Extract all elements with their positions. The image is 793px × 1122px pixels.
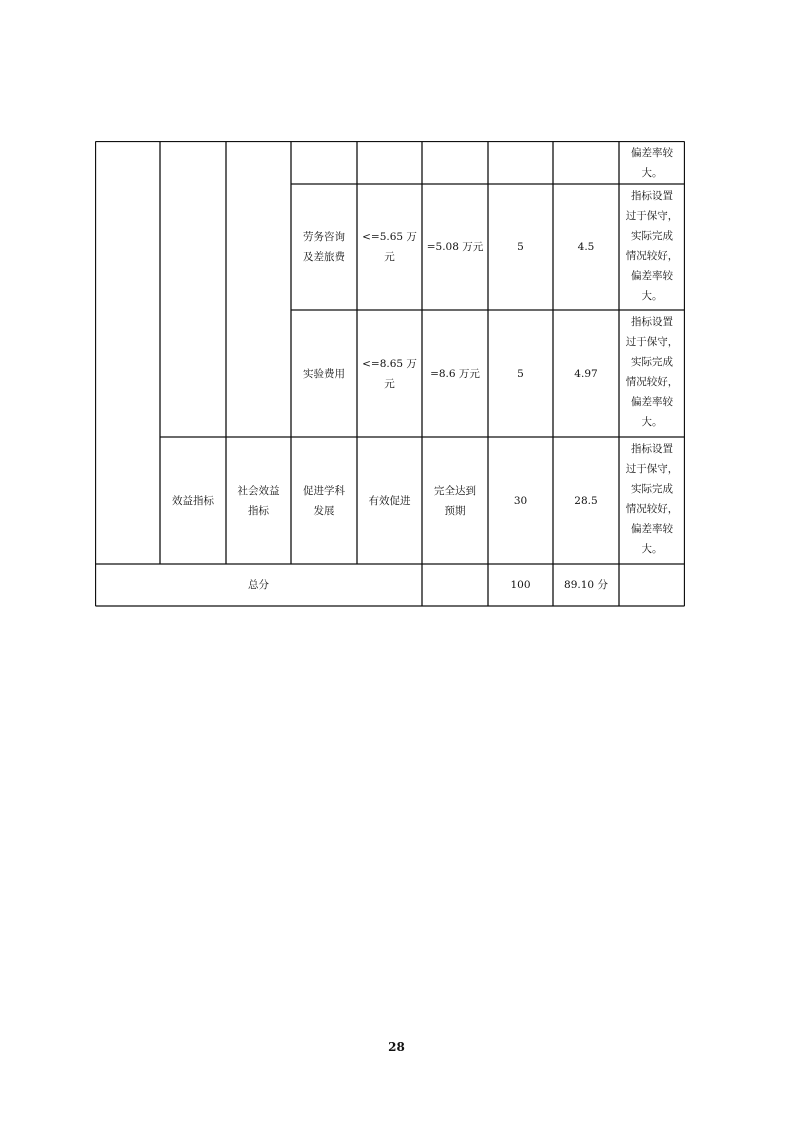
row4-actual-cell: 完全达到 预期 (434, 484, 476, 517)
row4-weight-cell: 30 (513, 494, 528, 507)
row4-item-cell: 促进学科 发展 (303, 484, 345, 517)
row4-level2-cell: 社会效益 指标 (237, 484, 280, 517)
row2-score-cell: 4.5 (577, 241, 595, 253)
row4-score-cell: 28.5 (574, 494, 598, 507)
row2-note-cell: 指标设置 过于保守， 实际完成 情况较好， 偏差率较 大。 (625, 190, 679, 302)
row4-level1-cell: 效益指标 (172, 494, 214, 507)
row3-weight-cell: 5 (517, 367, 524, 380)
row4-target-cell: 有效促进 (368, 494, 411, 507)
row2-item-cell: 劳务咨询 及差旅费 (303, 231, 345, 263)
row2-weight-cell: 5 (517, 241, 524, 253)
total-score-cell: 89.10 分 (564, 579, 608, 591)
row2-target-cell: <=5.65 万 元 (362, 231, 417, 263)
row3-target-cell: <=8.65 万 元 (362, 357, 417, 390)
total-label-cell: 总分 (248, 579, 269, 591)
row3-item-cell: 实验费用 (303, 367, 345, 380)
performance-table (95, 141, 685, 606)
row1-note-cell: 偏差率较 大。 (631, 147, 673, 179)
row3-note-cell: 指标设置 过于保守， 实际完成 情况较好， 偏差率较 大。 (625, 316, 679, 428)
row3-score-cell: 4.97 (574, 367, 598, 380)
row4-note-cell: 指标设置 过于保守， 实际完成 情况较好， 偏差率较 大。 (625, 443, 679, 555)
row2-actual-cell: =5.08 万元 (426, 241, 484, 253)
page-number: 28 (388, 1040, 405, 1054)
total-weight-cell: 100 (510, 579, 531, 591)
row3-actual-cell: =8.6 万元 (430, 367, 480, 380)
